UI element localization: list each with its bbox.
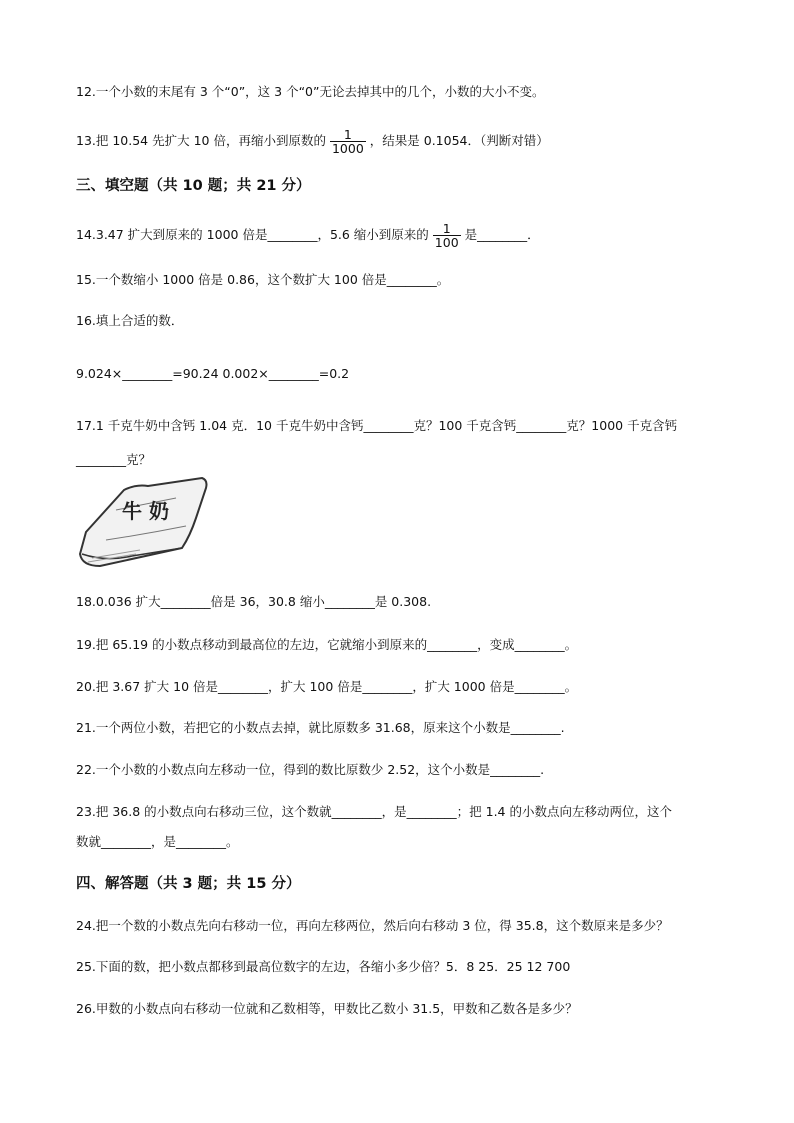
milk-bag-image (76, 474, 216, 570)
question-19: 19.把 65.19 的小数点移动到最高位的左边，它就缩小到原来的________，变成________。 (76, 637, 578, 652)
question-22: 22.一个小数的小数点向左移动一位，得到的数比原数少 2.52，这个小数是________. (76, 762, 545, 777)
milk-label: 牛 奶 (122, 499, 169, 523)
section-3-heading: 三、填空题（共 10 题；共 21 分） (76, 178, 311, 194)
question-15: 15.一个数缩小 1000 倍是 0.86，这个数扩大 100 倍是________。 (76, 272, 450, 287)
question-13: 13.把 10.54 先扩大 10 倍，再缩小到原数的 $\frac{1}{1000}$ ，结果是 0.1054．（判断对错） (76, 127, 549, 156)
question-25: 25.下面的数，把小数点都移到最高位数字的左边，各缩小多少倍？5．8 25．25 12 700 (76, 959, 571, 974)
question-17: 17.1 千克牛奶中含钙 1.04 克．10 千克牛奶中含钙________克？100 千克含钙________克？1000 千克含钙 (76, 418, 678, 433)
question-23: 23.把 36.8 的小数点向右移动三位，这个数就________，是________；把 1.4 的小数点向左移动两位，这个 (76, 804, 672, 819)
question-16: 16.填上合适的数． (76, 313, 184, 328)
question-20: 20.把 3.67 扩大 10 倍是________，扩大 100 倍是________，扩大 1000 倍是________。 (76, 679, 578, 694)
question-12: 12.一个小数的末尾有 3 个“0”，这 3 个“0”无论去掉其中的几个，小数的大小不变。 (76, 84, 545, 99)
section-4-heading: 四、解答题（共 3 题；共 15 分） (76, 876, 301, 892)
question-26: 26.甲数的小数点向右移动一位就和乙数相等，甲数比乙数小 31.5，甲数和乙数各是多少？ (76, 1001, 578, 1016)
question-17-cont: ________克？ (76, 452, 152, 467)
fraction: $\frac{1}{1000}$ (331, 127, 364, 156)
question-21: 21.一个两位小数，若把它的小数点去掉，就比原数多 31.68，原来这个小数是________. (76, 720, 565, 735)
question-18: 18.0.036 扩大________倍是 36，30.8 缩小________是 0.308. (76, 594, 432, 609)
question-16-blanks: 9.024×________=90.24 0.002×________=0.2 (76, 366, 350, 381)
question-14: 14.3.47 扩大到原来的 1000 倍是________，5.6 缩小到原来的 $\frac{1}{100}$ 是________． (76, 221, 540, 250)
fraction: $\frac{1}{100}$ (434, 221, 459, 250)
question-24: 24.把一个数的小数点先向右移动一位，再向左移两位，然后向右移动 3 位，得 35.8，这个数原来是多少？ (76, 918, 669, 933)
question-23-cont: 数就________，是________。 (76, 834, 239, 849)
